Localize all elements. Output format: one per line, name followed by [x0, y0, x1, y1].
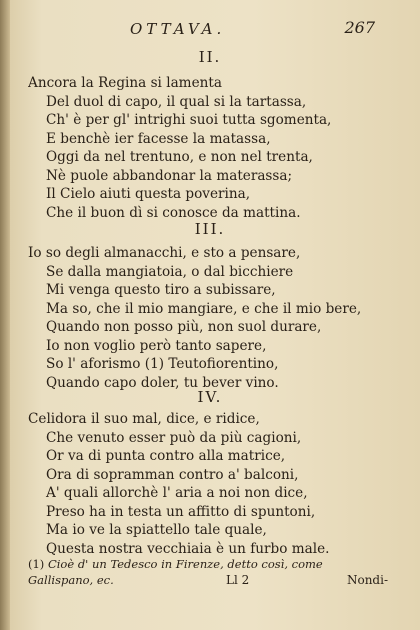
- verse-line: Oggi da nel trentuno, e non nel trenta,: [46, 149, 313, 165]
- stanza-lines: [28, 74, 388, 222]
- verse-line: Che il buon dì si conosce da mattina.: [46, 204, 301, 221]
- stanza-number: III.: [194, 220, 226, 238]
- verse-line: Preso ha in testa un affitto di spuntoni,: [46, 503, 316, 520]
- stanza-number: IV.: [197, 388, 223, 406]
- footnote-text: Gallispano, ec.: [28, 573, 114, 587]
- stanza-lines: [28, 410, 388, 558]
- verse-line: Se dalla mangiatoia, o dal bicchiere: [46, 263, 294, 280]
- page-gutter: [0, 0, 10, 630]
- verse-line: Ancora la Regina si lamenta: [28, 75, 222, 91]
- verse-line: Questa nostra vecchiaia è un furbo male.: [46, 540, 330, 557]
- verse-line: Quando non posso più, non suol durare,: [46, 319, 322, 335]
- verse-line: Il Cielo aiuti questa poverina,: [46, 186, 251, 202]
- verse-line: Io so degli almanacchi, e sto a pensare,: [28, 245, 301, 261]
- verse-line: Quando capo doler, tu bever vino.: [46, 374, 279, 391]
- verse-line: Celidora il suo mal, dice, e ridice,: [28, 411, 260, 427]
- running-header: [130, 18, 375, 42]
- verse-line: Io non voglio però tanto sapere,: [46, 337, 267, 354]
- verse-line: Del duol di capo, il qual si la tartassa,: [46, 93, 307, 110]
- footnote: [28, 556, 388, 588]
- verse-line: Che venuto esser può da più cagioni,: [46, 429, 302, 446]
- verse-line: E benchè ier facesse la matassa,: [46, 130, 271, 147]
- signature-mark: Ll 2: [226, 573, 250, 587]
- footnote-line: [28, 556, 388, 572]
- verse-line: Ora di sopramman contro a' balconi,: [46, 466, 299, 483]
- verse-line: Ma io ve la spiattello tale quale,: [46, 522, 267, 538]
- running-title: OTTAVA.: [130, 20, 226, 38]
- footnote-marker: (1): [28, 557, 45, 571]
- verse-line: Ma so, che il mio mangiare, e che il mio bere,: [46, 300, 362, 317]
- verse-line: Nè puole abbandonar la materassa;: [46, 167, 293, 184]
- footnote-text: Cioè d' un Tedesco in Firenze, detto così, come: [47, 557, 323, 571]
- verse-line: So l' aforismo (1) Teutofiorentino,: [46, 356, 279, 372]
- catchword: Nondi-: [346, 573, 388, 587]
- footnote-line: [28, 572, 388, 588]
- stanza-number: II.: [198, 48, 222, 66]
- verse-line: Mi venga questo tiro a subissare,: [46, 282, 276, 298]
- verse-line: Ch' è per gl' intrighi suoi tutta sgomenta,: [46, 112, 332, 128]
- verse-line: Or va di punta contro alla matrice,: [46, 448, 286, 464]
- page-number: 267: [344, 18, 375, 37]
- verse-line: A' quali allorchè l' aria a noi non dice,: [46, 485, 308, 501]
- stanza-lines: [28, 244, 388, 392]
